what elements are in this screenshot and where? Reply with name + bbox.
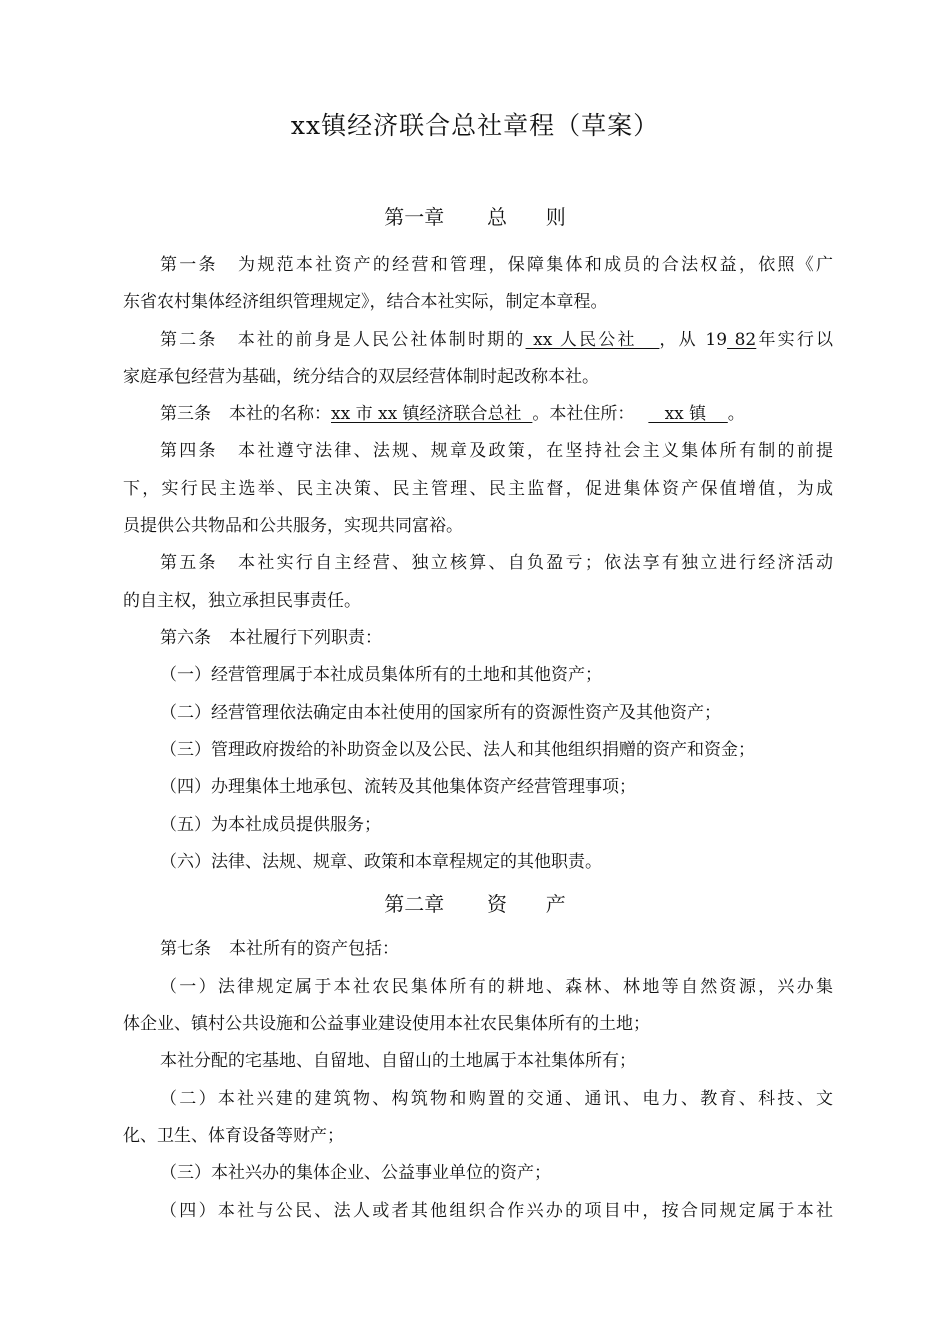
article-1-line-2: 东省农村集体经济组织管理规定》，结合本社实际，制定本章程。 bbox=[123, 292, 608, 312]
article-5-line-1 bbox=[160, 550, 833, 576]
list-item: （一）法律规定属于本社农民集体所有的耕地、森林、林地等自然资源，兴办集 bbox=[160, 977, 833, 997]
article-label: 第六条 bbox=[160, 628, 211, 648]
article-text: 为规范本社资产的经营和管理，保障集体和成员的合法权益，依照《广 bbox=[235, 255, 834, 275]
document-title: xx镇经济联合总社章程（草案） bbox=[290, 111, 660, 140]
article-text: 本社的前身是人民公社体制时期的 bbox=[235, 330, 526, 350]
article-text: 本社所有的资产包括： bbox=[229, 939, 399, 959]
article-4-line-2: 下，实行民主选举、民主决策、民主管理、民主监督，促进集体资产保值增值，为成 bbox=[123, 479, 833, 499]
article-label: 第五条 bbox=[160, 553, 218, 573]
chapter-1-heading bbox=[0, 202, 950, 232]
article-label: 第三条 bbox=[160, 404, 211, 424]
chapter-name: 资 bbox=[487, 892, 507, 916]
article-2-line-1 bbox=[160, 327, 833, 353]
list-item-continuation: 化、卫生、体育设备等财产； bbox=[123, 1126, 344, 1146]
list-item: （一）经营管理属于本社成员集体所有的土地和其他资产； bbox=[160, 665, 602, 685]
chapter-name: 则 bbox=[545, 205, 566, 229]
list-item: （三）本社兴办的集体企业、公益事业单位的资产； bbox=[160, 1163, 551, 1183]
article-label: 第二条 bbox=[160, 330, 218, 350]
article-label: 第四条 bbox=[160, 441, 218, 461]
article-text: 本社的名称： bbox=[229, 404, 331, 424]
paragraph: 本社分配的宅基地、自留地、自留山的土地属于本社集体所有； bbox=[160, 1051, 636, 1071]
chapter-2-heading bbox=[0, 889, 950, 919]
article-text: 。 bbox=[727, 404, 745, 424]
article-text: 本社遵守法律、法规、规章及政策，在坚持社会主义集体所有制的前提 bbox=[235, 441, 834, 461]
list-item: （五）为本社成员提供服务； bbox=[160, 815, 381, 835]
article-text: ，从 19 bbox=[659, 330, 728, 350]
article-label: 第七条 bbox=[160, 939, 211, 959]
society-name-field: xx 市 xx 镇经济联合总社 bbox=[331, 404, 533, 424]
chapter-number: 第一章 bbox=[384, 205, 445, 229]
article-2-line-2: 家庭承包经营为基础，统分结合的双层经营体制时起改称本社。 bbox=[123, 367, 599, 387]
list-item: （二）本社兴建的建筑物、构筑物和购置的交通、通讯、电力、教育、科技、文 bbox=[160, 1089, 833, 1109]
list-item: （六）法律、法规、规章、政策和本章程规定的其他职责。 bbox=[160, 852, 602, 872]
article-6-line-1 bbox=[160, 625, 833, 651]
year-field: 82 bbox=[727, 330, 757, 350]
chapter-name: 产 bbox=[545, 892, 566, 916]
article-3-line-1 bbox=[160, 401, 833, 427]
list-item: （四）本社与公民、法人或者其他组织合作兴办的项目中，按合同规定属于本社 bbox=[160, 1201, 833, 1221]
article-1-line-1 bbox=[160, 252, 833, 278]
article-text: 本社实行自主经营、独立核算、自负盈亏；依法享有独立进行经济活动 bbox=[235, 553, 834, 573]
article-text: 。本社住所： bbox=[532, 404, 635, 424]
article-4-line-3: 员提供公共物品和公共服务，实现共同富裕。 bbox=[123, 516, 463, 536]
commune-name-field: xx 人民公社 bbox=[525, 330, 660, 350]
article-4-line-1 bbox=[160, 438, 833, 464]
list-item-continuation: 体企业、镇村公共设施和公益事业建设使用本社农民集体所有的土地； bbox=[123, 1014, 650, 1034]
article-text: 本社履行下列职责： bbox=[229, 628, 382, 648]
list-item: （二）经营管理依法确定由本社使用的国家所有的资源性资产及其他资产； bbox=[160, 703, 721, 723]
list-item: （四）办理集体土地承包、流转及其他集体资产经营管理事项； bbox=[160, 777, 636, 797]
article-label: 第一条 bbox=[160, 255, 218, 275]
chapter-number: 第二章 bbox=[384, 892, 445, 916]
chapter-name: 总 bbox=[487, 205, 507, 229]
article-5-line-2: 的自主权，独立承担民事责任。 bbox=[123, 591, 361, 611]
article-7-line-1 bbox=[160, 936, 833, 962]
address-field: xx 镇 bbox=[648, 404, 728, 424]
article-text: 年实行以 bbox=[756, 330, 834, 350]
list-item: （三）管理政府拨给的补助资金以及公民、法人和其他组织捐赠的资产和资金； bbox=[160, 740, 755, 760]
